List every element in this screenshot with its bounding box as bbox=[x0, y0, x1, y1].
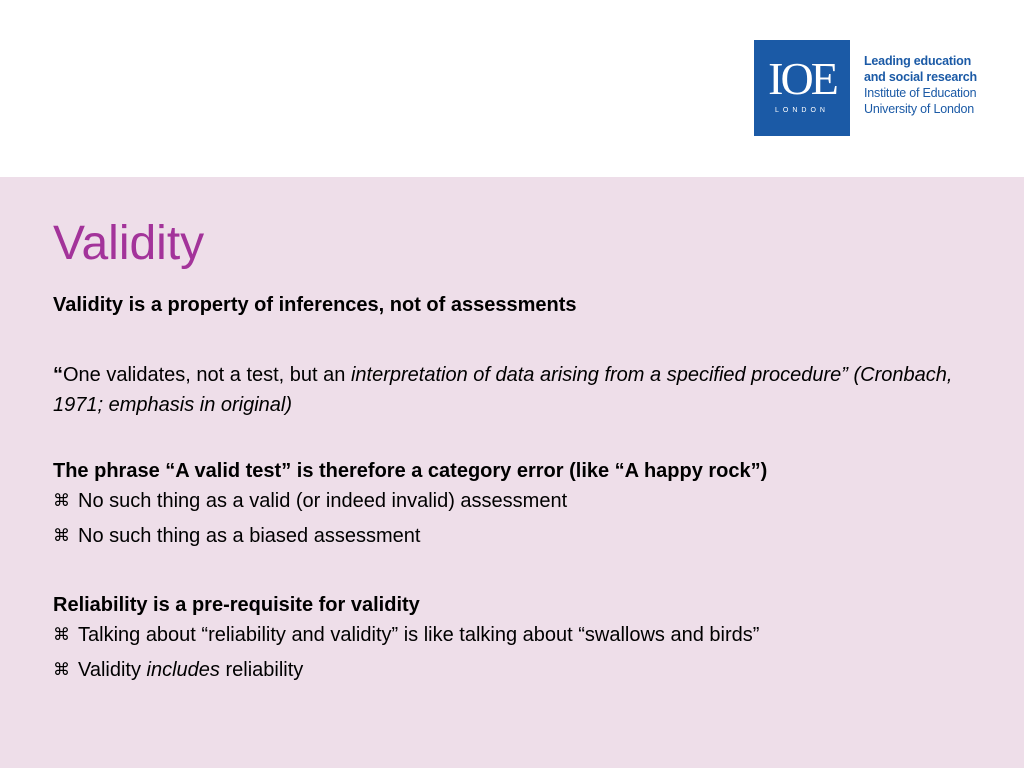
logo-line-4: University of London bbox=[864, 102, 974, 116]
bullet-text-italic: includes bbox=[146, 659, 220, 681]
statement-reliability-prerequisite: Reliability is a pre-requisite for validity bbox=[53, 594, 420, 616]
quote-plain: One validates, not a test, but an bbox=[63, 364, 351, 386]
bullet-text-before: Validity bbox=[78, 659, 147, 681]
list-item bbox=[53, 486, 993, 521]
logo-line-1: Leading education bbox=[864, 54, 972, 68]
command-icon: ⌘ bbox=[53, 660, 70, 680]
logo-line-2: and social research bbox=[864, 70, 977, 84]
bullet-text bbox=[78, 655, 303, 685]
command-icon: ⌘ bbox=[53, 526, 70, 546]
cronbach-quote bbox=[53, 360, 993, 420]
ioe-logo bbox=[754, 40, 850, 136]
list-item bbox=[53, 620, 993, 655]
logo-mark: IOE bbox=[768, 53, 836, 104]
quote-open-mark: “ bbox=[53, 364, 63, 386]
list-item bbox=[53, 521, 993, 556]
slide-body bbox=[53, 290, 993, 690]
bullet-text: No such thing as a valid (or indeed invalid) assessment bbox=[78, 490, 568, 512]
logo-text bbox=[864, 53, 977, 117]
statement-category-error: The phrase “A valid test” is therefore a category error (like “A happy rock”) bbox=[53, 460, 768, 482]
bullet-text-after: reliability bbox=[219, 659, 304, 681]
command-icon: ⌘ bbox=[53, 491, 70, 511]
list-item bbox=[53, 655, 993, 690]
bullet-text: Talking about “reliability and validity” is like talking about “swallows and birds” bbox=[78, 624, 760, 646]
quote-italic: interpretation of data arising from a specified procedure” (Cronbach, 1971; emphasis in original) bbox=[53, 364, 953, 416]
bullet-text: No such thing as a biased assessment bbox=[78, 525, 421, 547]
logo-sub: LONDON bbox=[775, 107, 829, 114]
statement-validity-inferences: Validity is a property of inferences, not of assessments bbox=[53, 294, 577, 316]
header bbox=[0, 0, 1024, 177]
command-icon: ⌘ bbox=[53, 625, 70, 645]
slide-title: Validity bbox=[53, 217, 205, 270]
logo-line-3: Institute of Education bbox=[864, 86, 977, 100]
